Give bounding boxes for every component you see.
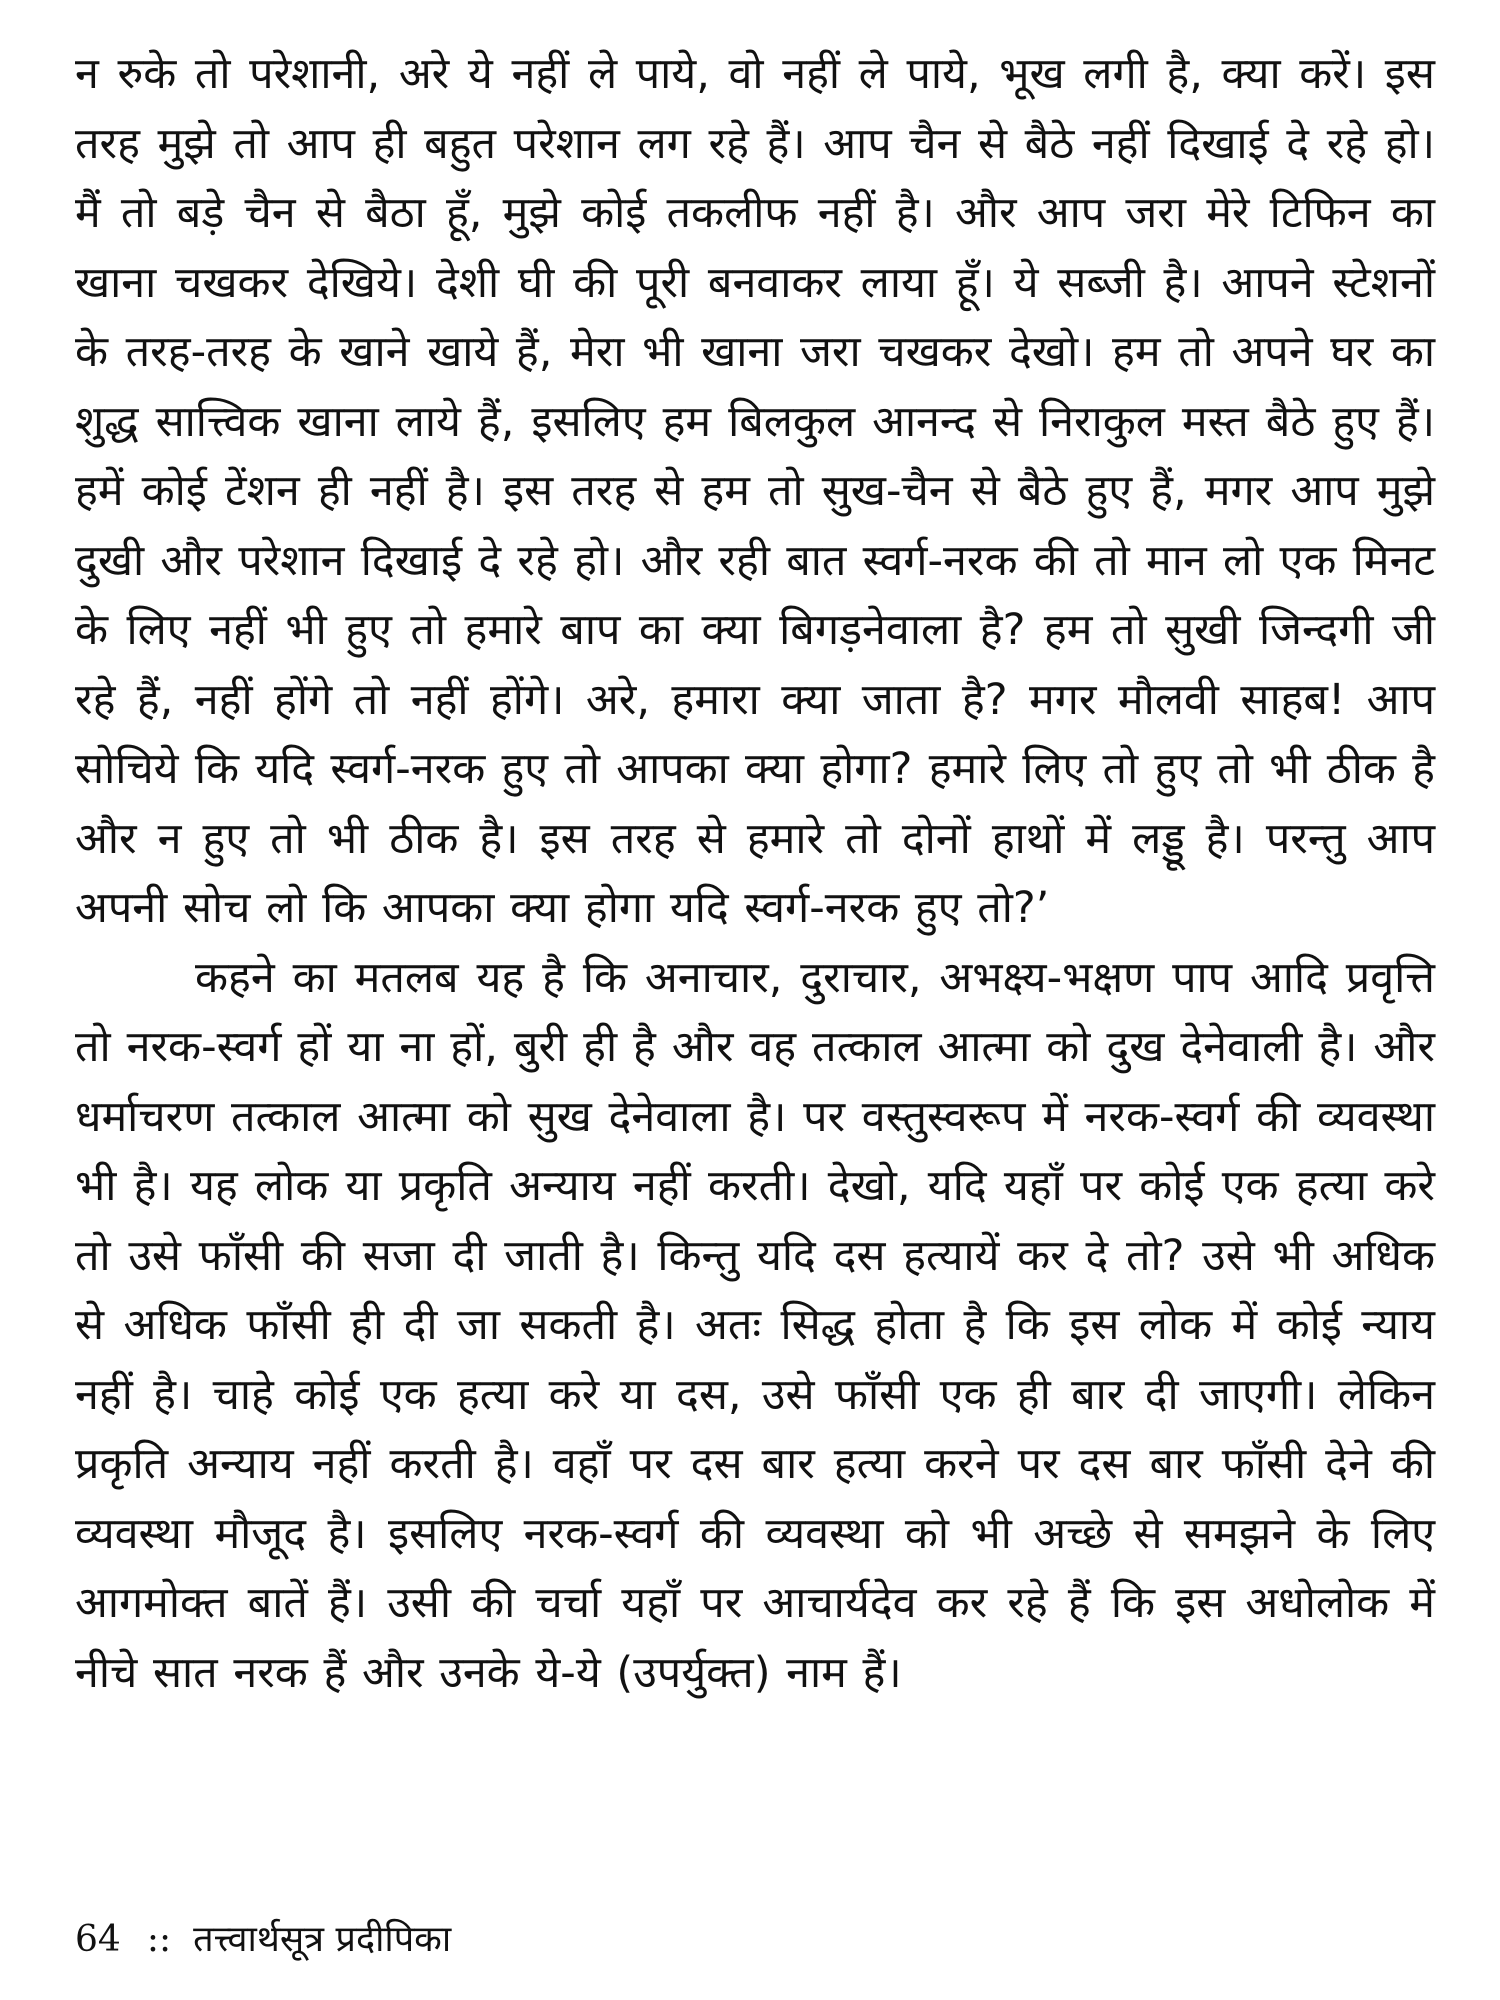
page-number: 64: [75, 1919, 121, 1960]
paragraph-continued: न रुके तो परेशानी, अरे ये नहीं ले पाये, वो नहीं ले पाये, भूख लगी है, क्या करें। इस तरह मुझे तो आप ही बहुत परेशान लग रहे हैं। आप चैन से बैठे नहीं दिखाई दे रहे हो। मैं तो बड़े चैन से बैठा हूँ, मुझे कोई तकलीफ नहीं है। और आप जरा मेरे टिफिन का खाना चखकर देखिये। देशी घी की पूरी बनवाकर लाया हूँ। ये सब्जी है। आपने स्टेशनों के तरह-तरह के खाने खाये हैं, मेरा भी खाना जरा चखकर देखो। हम तो अपने घर का शुद्ध सात्त्विक खाना लाये हैं, इसलिए हम बिलकुल आनन्द से निराकुल मस्त बैठे हुए हैं। हमें कोई टेंशन ही नहीं है। इस तरह से हम तो सुख-चैन से बैठे हुए हैं, मगर आप मुझे दुखी और परेशान दिखाई दे रहे हो। और रही बात स्वर्ग-नरक की तो मान लो एक मिनट के लिए नहीं भी हुए तो हमारे बाप का क्या बिगड़नेवाला है? हम तो सुखी जिन्दगी जी रहे हैं, नहीं होंगे तो नहीं होंगे। अरे, हमारा क्या जाता है? मगर मौलवी साहब! आप सोचिये कि यदि स्वर्ग-नरक हुए तो आपका क्या होगा? हमारे लिए तो हुए तो भी ठीक है और न हुए तो भी ठीक है। इस तरह से हमारे तो दोनों हाथों में लड्डू है। परन्तु आप अपनी सोच लो कि आपका क्या होगा यदि स्वर्ग-नरक हुए तो?’: [75, 49, 1435, 933]
page-footer: [75, 1915, 451, 1965]
footer-separator: ::: [146, 1919, 172, 1960]
book-title: तत्त्वार्थसूत्र प्रदीपिका: [193, 1919, 452, 1960]
document-page: [75, 40, 1435, 1940]
paragraph: कहने का मतलब यह है कि अनाचार, दुराचार, अभक्ष्य-भक्षण पाप आदि प्रवृत्ति तो नरक-स्वर्ग हों या ना हों, बुरी ही है और वह तत्काल आत्मा को दुख देनेवाली है। और धर्माचरण तत्काल आत्मा को सुख देनेवाला है। पर वस्तुस्वरूप में नरक-स्वर्ग की व्यवस्था भी है। यह लोक या प्रकृति अन्याय नहीं करती। देखो, यदि यहाँ पर कोई एक हत्या करे तो उसे फाँसी की सजा दी जाती है। किन्तु यदि दस हत्यायें कर दे तो? उसे भी अधिक से अधिक फाँसी ही दी जा सकती है। अतः सिद्ध होता है कि इस लोक में कोई न्याय नहीं है। चाहे कोई एक हत्या करे या दस, उसे फाँसी एक ही बार दी जाएगी। लेकिन प्रकृति अन्याय नहीं करती है। वहाँ पर दस बार हत्या करने पर दस बार फाँसी देने की व्यवस्था मौजूद है। इसलिए नरक-स्वर्ग की व्यवस्था को भी अच्छे से समझने के लिए आगमोक्त बातें हैं। उसी की चर्चा यहाँ पर आचार्यदेव कर रहे हैं कि इस अधोलोक में नीचे सात नरक हैं और उनके ये-ये (उपर्युक्त) नाम हैं।: [75, 952, 1435, 1698]
body-text: [75, 40, 1435, 1708]
